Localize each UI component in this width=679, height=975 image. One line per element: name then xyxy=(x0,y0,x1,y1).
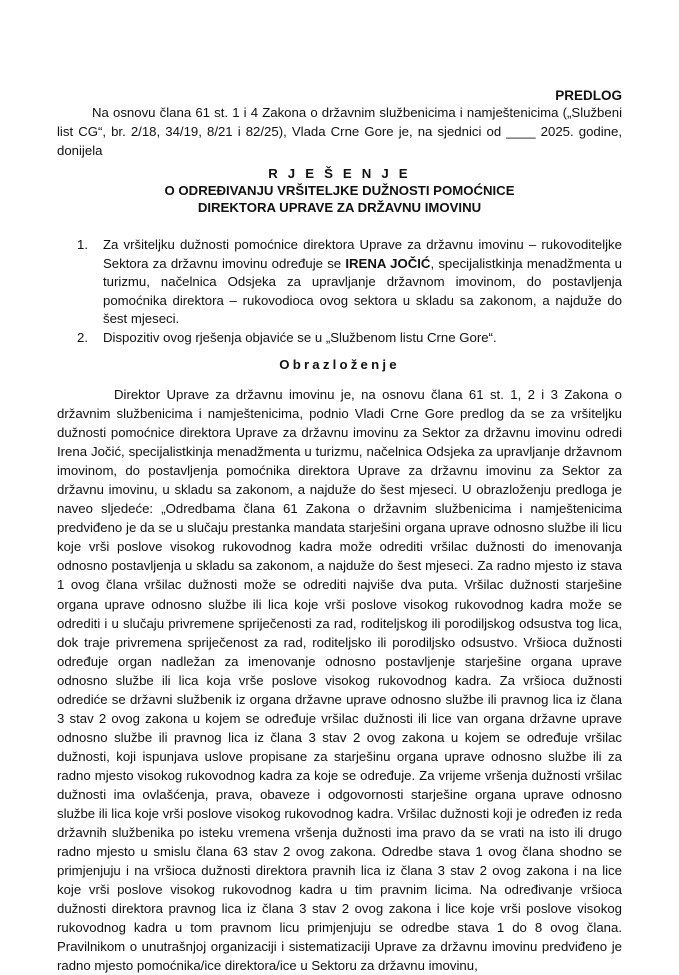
obrazlozenje-text: Direktor Uprave za državnu imovinu je, na osnovu člana 61 st. 1, 2 i 3 Zakona o državnim službenicima i namještenicima, podnio Vladi Crne Gore predlog da se za vršiteljku dužnosti pomoćnice direktora Uprave za državnu imovinu za Sektor za državnu imovinu odredi Irena Jočić, specijalistkinja menadžmenta u turizmu, načelnica Odsjeka za upravljanje državnom imovinom, do postavljenja pomoćnika direktora Uprave za državnu imovinu za Sektor za državnu imovinu, u skladu sa zakonom, a najduže do šest mjeseci. U obrazloženju predloga je naveo sljedeće: „Odredbama člana 61 Zakona o državnim službenicima i namještenicima predviđeno je da se u slučaju prestanka mandata starješini organa uprave odnosno službe ili licu koje vrši poslove visokog rukovodnog kadra može odrediti vršilac dužnosti do imenovanja odnosno postavljenja u skladu sa zakonom, a najduže do šest mjeseci. Za radno mjesto iz stava 1 ovog člana vršilac dužnosti može se odrediti najviše dva puta. Vršilac dužnosti starješine organa uprave odnosno službe ili lica koje vrši poslove visokog rukovodnog kadra može se odrediti i u slučaju privremene spriječenosti za rad, roditeljskog ili porodiljskog odsustva tog lica, dok traje privremena spriječenost za rad, roditeljsko ili porodiljsko odsustvo. Vršioca dužnosti određuje organ nadležan za imenovanje odnosno postavljenje starješine organa uprave odnosno službe ili lica koja vrše poslove visokog rukovodnog kadra. Za vršioca dužnosti odrediće se državni službenik iz organa državne uprave odnosno službe ili pravnog lica iz člana 3 stav 2 ovog zakona u kojem se određuje vršilac dužnosti ili lice van organa državne uprave odnosno službe ili pravnog lica iz člana 3 stav 2 ovog zakona u kojem se određuje vršilac dužnosti, koji ispunjava uslove propisane za starješinu organa uprave odnosno službe ili za radno mjesto visokog rukovodnog kadra za koje se određuje. Za vrijeme vršenja dužnosti vršilac dužnosti ima ovlašćenja, prava, obaveze i odgovornosti starješine organa uprave odnosno službe ili lica koje vrši poslove visokog rukovodnog kadra. Vršilac dužnosti koji je određen iz reda državnih službenika po isteku vremena vršenja dužnosti ima pravo da se vrati na isto ili drugo radno mjesto u smislu člana 63 stav 2 ovog zakona. Odredbe stava 1 ovog člana shodno se primjenjuju i na vršioca dužnosti direktora pravnih lica iz člana 3 stav 2 ovog zakona i na lice koje vrši poslove visokog rukovodnog kadra u tim pravnim licima. Na određivanje vršioca dužnosti direktora pravnog lica iz člana 3 stav 2 ovog zakona i lice koje vrši poslove visokog rukovodnog kadra u tom pravnom licu primjenjuju se odredbe stava 1 do 8 ovog člana. Pravilnikom o unutrašnjoj organizaciji i sistematizaciji Uprave za državnu imovinu predviđeno je radno mjesto pomoćnika/ice direktora/ice u Sektoru za državnu imovinu, xyxy=(57,387,622,974)
decision-title xyxy=(57,165,622,216)
item-number: 2. xyxy=(77,329,88,345)
title-line-3: DIREKTORA UPRAVE ZA DRŽAVNU IMOVINU xyxy=(197,200,482,215)
title-line-2: O ODREĐIVANJU VRŠITELJKE DUŽNOSTI POMOĆNICE xyxy=(164,183,515,198)
preamble-text: Na osnovu člana 61 st. 1 i 4 Zakona o državnim službenicima i namještenicima („Službeni list CG“, br. 2/18, 34/19, 8/21 i 82/25), Vlada Crne Gore je, na sjednici od ____ 2025. godine, donijela xyxy=(57,105,622,158)
item-text: Dispozitiv ovog rješenja objaviće se u „Službenom listu Crne Gore“. xyxy=(103,329,497,345)
obrazlozenje-paragraph xyxy=(57,385,622,975)
preamble-paragraph xyxy=(57,103,622,160)
title-line-1: R J E Š E N J E xyxy=(268,166,411,181)
list-item xyxy=(57,236,622,329)
item-text-before: Za vršiteljku dužnosti pomoćnice direktora Uprave za državnu imovinu – rukovoditeljke Sektora za državnu imovinu određuje se xyxy=(103,237,622,271)
item-number: 1. xyxy=(77,237,88,252)
item-text-after: , specijalistkinja menadžmenta u turizmu, načelnica Odsjeka za upravljanje državnom imovinom, do postavljenja pomoćnika direktora – rukovodioca ovog sektora u skladu sa zakonom, a najduže do šest mjeseci. xyxy=(103,255,622,326)
obrazlozenje-heading: Obrazloženje xyxy=(279,357,400,372)
list-item xyxy=(57,329,622,348)
appointee-name: IRENA JOČIĆ xyxy=(345,255,431,271)
proposal-label: PREDLOG xyxy=(555,88,622,103)
decision-items-list xyxy=(57,236,622,347)
